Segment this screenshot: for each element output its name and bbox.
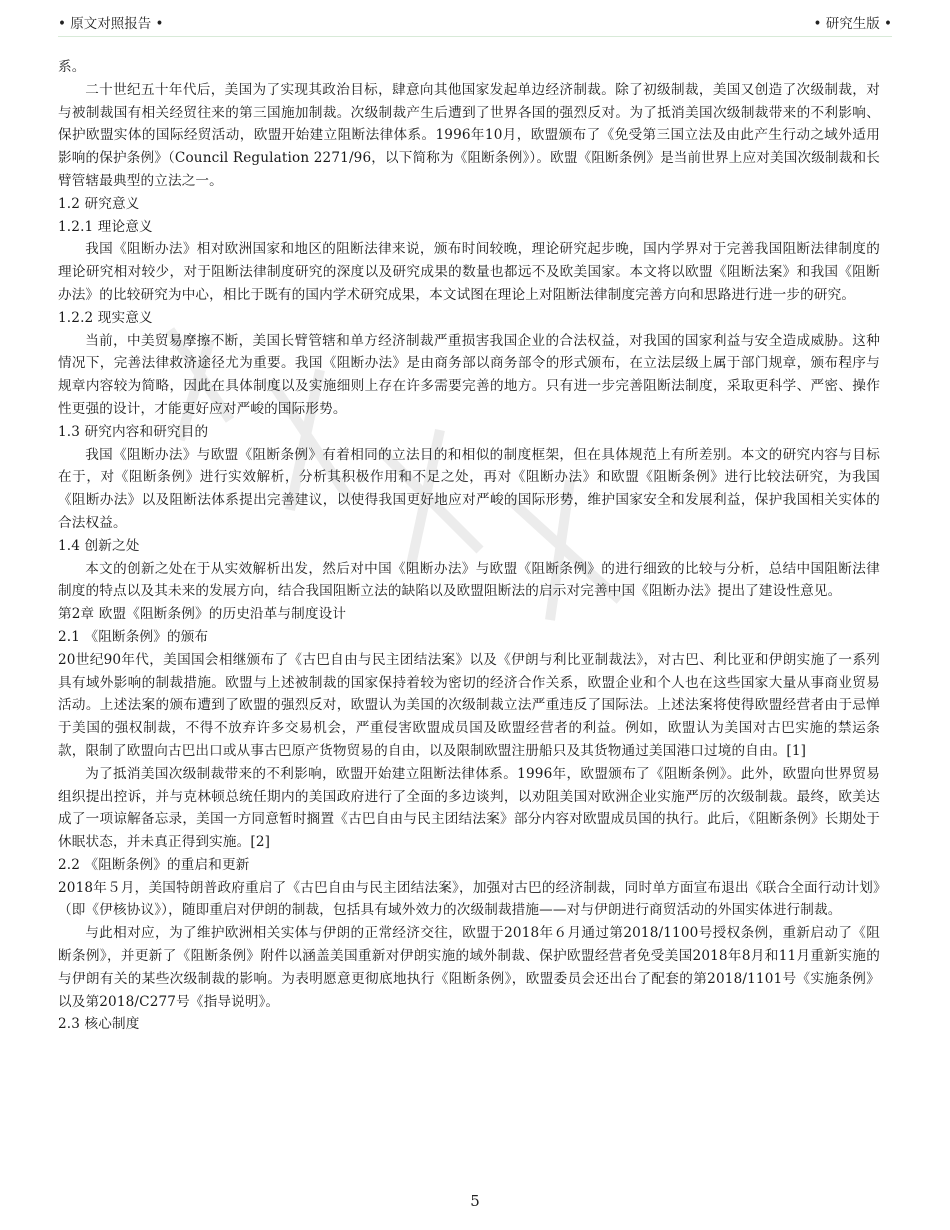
page-header (58, 12, 892, 32)
section-heading: 2.1 《阻断条例》的颁布 (58, 628, 209, 645)
paragraph: 2018年５月，美国特朗普政府重启了《古巴自由与民主团结法案》，加强对古巴的经济制裁，同时单方面宣布退出《联合全面行动计划》（即《伊核协议》），随即重启对伊朗的制裁，包括具有域外效力的次级制裁措施——对与伊朗进行商贸活动的外国实体进行制裁。 (58, 879, 880, 919)
page-number: 5 (470, 1192, 480, 1210)
paragraph: 与此相对应，为了维护欧洲相关实体与伊朗的正常经济交往，欧盟于2018年６月通过第2018/1100号授权条例，重新启动了《阻断条例》，并更新了《阻断条例》附件以涵盖美国重新对伊朗实施的域外制裁、保护欧盟经营者免受美国2018年8月和11月重新实施的与伊朗有关的某些次级制裁的影响。为表明愿意更彻底地执行《阻断条例》，欧盟委员会还出台了配套的第2018/1101号《实施条例》以及第2018/C277号《指导说明》。 (58, 925, 880, 1010)
paragraph-continuation: 系。 (58, 59, 86, 75)
section-heading: 1.4 创新之处 (58, 537, 140, 554)
chapter-heading: 第2章 欧盟《阻断条例》的历史沿革与制度设计 (58, 606, 347, 623)
paragraph: 二十世纪五十年代后，美国为了实现其政治目标，肆意向其他国家发起单边经济制裁。除了初级制裁，美国又创造了次级制裁，对与被制裁国有相关经贸往来的第三国施加制裁。次级制裁产生后遭到了世界各国的强烈反对。为了抵消美国次级制裁带来的不利影响、保护欧盟实体的国际经贸活动，欧盟开始建立阻断法律体系。1996年10月，欧盟颁布了《免受第三国立法及由此产生行动之域外适用影响的保护条例》（Council Regulation 2271/96，以下简称为《阻断条例》）。欧盟《阻断条例》是当前世界上应对美国次级制裁和长臂管辖最典型的立法之一。 (58, 81, 880, 189)
document-body (58, 56, 880, 1036)
paragraph: 为了抵消美国次级制裁带来的不利影响，欧盟开始建立阻断法律体系。1996年，欧盟颁布了《阻断条例》。此外，欧盟向世界贸易组织提出控诉，并与克林顿总统任期内的美国政府进行了全面的多边谈判，以劝阻美国对欧洲企业实施严厉的次级制裁。最终，欧美达成了一项谅解备忘录，美国一方同意暂时搁置《古巴自由与民主团结法案》部分内容对欧盟成员国的执行。此后，《阻断条例》长期处于休眠状态，并未真正得到实施。[2] (58, 765, 880, 851)
edition-label: • 研究生版 • (813, 16, 892, 32)
paragraph: 20世纪90年代，美国国会相继颁布了《古巴自由与民主团结法案》以及《伊朗与利比亚制裁法》，对古巴、利比亚和伊朗实施了一系列具有域外影响的制裁措施。欧盟与上述被制裁的国家保持着较为密切的经济合作关系，欧盟企业和个人也在这些国家大量从事商业贸易活动。上述法案的颁布遭到了欧盟的强烈反对，欧盟认为美国的次级制裁立法严重违反了国际法。上述法案将使得欧盟经营者由于忌惮于美国的强权制裁，不得不放弃许多交易机会，严重侵害欧盟成员国及欧盟经营者的利益。例如，欧盟认为美国对古巴实施的禁运条款，限制了欧盟向古巴出口或从事古巴原产货物贸易的自由，以及限制欧盟注册船只及其货物通过美国港口过境的自由。[1] (58, 651, 880, 759)
header-rule (58, 36, 892, 37)
report-type-label: • 原文对照报告 • (58, 16, 164, 32)
section-heading: 2.3 核心制度 (58, 1016, 140, 1033)
subsection-heading: 1.2.2 现实意义 (58, 309, 153, 326)
subsection-heading: 1.2.1 理论意义 (58, 218, 153, 235)
section-heading: 1.3 研究内容和研究目的 (58, 423, 209, 440)
section-heading: 1.2 研究意义 (58, 195, 140, 212)
paragraph: 当前，中美贸易摩擦不断，美国长臂管辖和单方经济制裁严重损害我国企业的合法权益，对我国的国家利益与安全造成威胁。这种情况下，完善法律救济途径尤为重要。我国《阻断办法》是由商务部以商务部令的形式颁布，在立法层级上属于部门规章，颁布程序与规章内容较为简略，因此在具体制度以及实施细则上存在许多需要完善的地方。只有进一步完善阻断法制度，采取更科学、严密、操作性更强的设计，才能更好应对严峻的国际形势。 (58, 332, 880, 417)
paragraph: 我国《阻断办法》与欧盟《阻断条例》有着相同的立法目的和相似的制度框架，但在具体规范上有所差别。本文的研究内容与目标在于，对《阻断条例》进行实效解析，分析其积极作用和不足之处，再对《阻断办法》和欧盟《阻断条例》进行比较法研究，为我国《阻断办法》以及阻断法体系提出完善建议，以使得我国更好地应对严峻的国际形势，维护国家安全和发展利益，保护我国相关实体的合法权益。 (58, 446, 880, 531)
paragraph: 我国《阻断办法》相对欧洲国家和地区的阻断法律来说，颁布时间较晚，理论研究起步晚，国内学界对于完善我国阻断法律制度的理论研究相对较少，对于阻断法律制度研究的深度以及研究成果的数量也都远不及欧美国家。本文将以欧盟《阻断法案》和我国《阻断办法》的比较研究为中心，相比于既有的国内学术研究成果，本文试图在理论上对阻断法律制度完善方向和思路进行进一步的研究。 (58, 241, 880, 303)
paragraph: 本文的创新之处在于从实效解析出发，然后对中国《阻断办法》与欧盟《阻断条例》的进行细致的比较与分析，总结中国阻断法律制度的特点以及其未来的发展方向，结合我国阻断立法的缺陷以及欧盟阻断法的启示对完善中国《阻断办法》提出了建设性意见。 (58, 560, 880, 600)
section-heading: 2.2 《阻断条例》的重启和更新 (58, 856, 250, 873)
